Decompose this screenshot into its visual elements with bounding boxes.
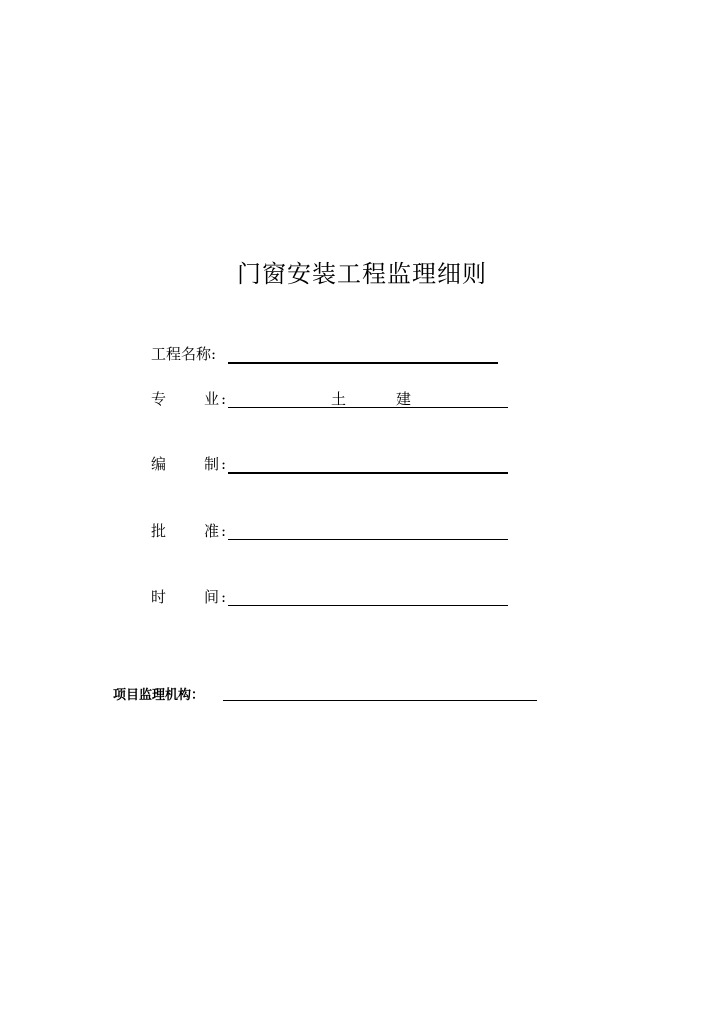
date-label-char-2: 间 xyxy=(203,588,219,606)
specialty-label-char-2: 业 xyxy=(203,390,219,408)
specialty-field xyxy=(151,387,511,411)
date-colon: : xyxy=(221,588,227,606)
specialty-colon: : xyxy=(221,390,227,408)
compiled-by-colon: : xyxy=(221,455,227,473)
document-title: 门窗安装工程监理细则 xyxy=(237,260,487,288)
date-underline[interactable] xyxy=(228,605,508,606)
approved-by-label-char-1: 批 xyxy=(151,522,167,540)
approved-by-colon: : xyxy=(221,522,227,540)
compiled-by-label xyxy=(151,452,219,476)
specialty-value-char-2: 建 xyxy=(395,390,411,408)
specialty-label xyxy=(151,387,219,411)
approved-by-field xyxy=(151,519,511,543)
organization-label: 项目监理机构： xyxy=(113,688,205,703)
specialty-label-char-1: 专 xyxy=(151,390,167,408)
organization-field xyxy=(113,684,543,708)
project-name-underline[interactable] xyxy=(228,362,498,364)
project-name-label-text: 工程名称 xyxy=(151,345,212,363)
compiled-by-label-char-2: 制 xyxy=(203,455,219,473)
specialty-value-char-1: 土 xyxy=(331,390,347,408)
compiled-by-label-char-1: 编 xyxy=(151,455,167,473)
specialty-value xyxy=(331,387,411,411)
compiled-by-underline[interactable] xyxy=(228,472,508,474)
approved-by-underline[interactable] xyxy=(228,539,508,540)
approved-by-label xyxy=(151,519,219,543)
date-field xyxy=(151,585,511,609)
project-name-label xyxy=(151,342,216,366)
organization-underline[interactable] xyxy=(223,700,537,701)
compiled-by-field xyxy=(151,452,511,476)
project-name-colon: : xyxy=(211,345,217,363)
approved-by-label-char-2: 准 xyxy=(203,522,219,540)
project-name-field xyxy=(151,342,511,366)
date-label-char-1: 时 xyxy=(151,588,167,606)
date-label xyxy=(151,585,219,609)
